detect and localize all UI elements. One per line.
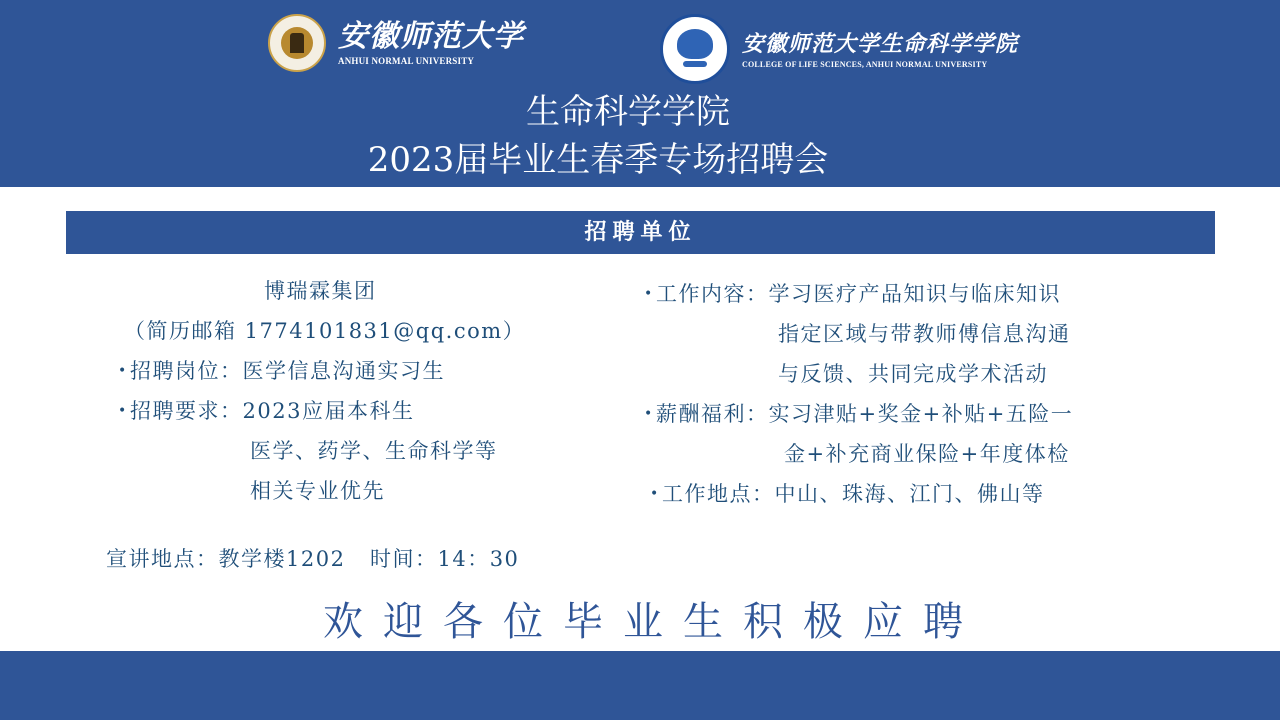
work-content: • 工作内容：学习医疗产品知识与临床知识 <box>656 274 1061 314</box>
university-logo <box>268 14 524 72</box>
job-requirement-majors: 医学、药学、生命科学等 <box>250 439 498 463</box>
company-name: 博瑞霖集团 <box>264 279 377 303</box>
college-seal-icon <box>660 14 730 84</box>
university-seal-icon <box>268 14 326 72</box>
college-logo <box>660 14 1018 84</box>
college-name-en: COLLEGE OF LIFE SCIENCES, ANHUI NORMAL UNIVERSITY <box>742 59 988 69</box>
work-content-line3: 与反馈、共同完成学术活动 <box>778 362 1048 386</box>
salary-benefits: • 薪酬福利：实习津贴+奖金+补贴+五险一 <box>656 394 1073 434</box>
college-name-cn: 安徽师范大学生命科学学院 <box>742 30 1019 57</box>
job-position: • 招聘岗位：医学信息沟通实习生 <box>130 351 445 391</box>
work-content-line2: 指定区域与带教师傅信息沟通 <box>778 322 1071 346</box>
university-name-cn: 安徽师范大学 <box>338 19 524 54</box>
welcome-slogan: 欢迎各位毕业生积极应聘 <box>323 599 983 645</box>
job-requirement-preference: 相关专业优先 <box>250 479 385 503</box>
work-location: • 工作地点：中山、珠海、江门、佛山等 <box>662 474 1045 514</box>
university-name-en: ANHUI NORMAL UNIVERSITY <box>338 56 475 66</box>
company-email: （简历邮箱 1774101831@qq.com） <box>124 319 526 343</box>
salary-benefits-line2: 金+补充商业保险+年度体检 <box>784 442 1070 466</box>
venue-time: 宣讲地点：教学楼1202 时间：14：30 <box>106 547 520 571</box>
job-requirement: • 招聘要求：2023应届本科生 <box>130 391 414 431</box>
page-subtitle: 2023届毕业生春季专场招聘会 <box>367 140 829 180</box>
footer-band <box>0 651 1280 720</box>
section-title-bar: 招聘单位 <box>66 211 1215 254</box>
header-banner <box>0 0 1280 187</box>
page-title: 生命科学学院 <box>526 92 730 132</box>
